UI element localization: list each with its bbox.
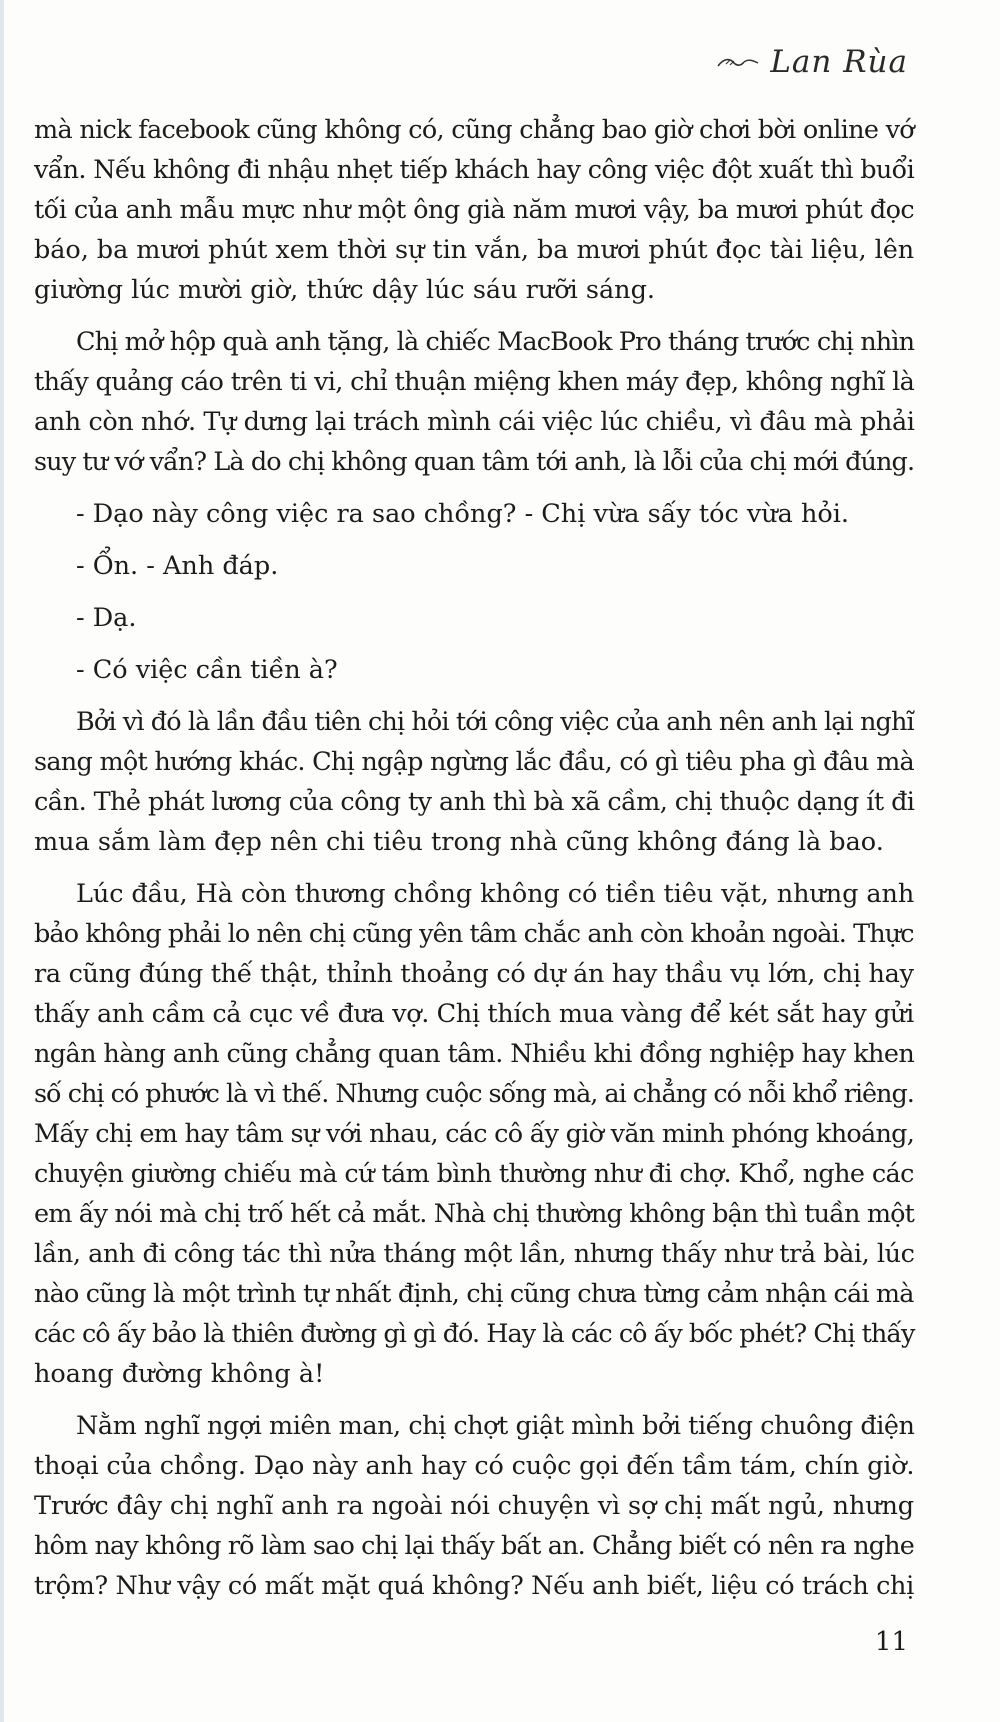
text-line: Chị mở hộp quà anh tặng, là chiếc MacBook Pro tháng trước chị nhìn: [76, 327, 915, 357]
text-line: Lúc đầu, Hà còn thương chồng không có tiền tiêu vặt, nhưng anh: [76, 879, 915, 909]
text-line: anh còn nhớ. Tự dưng lại trách mình cái việc lúc chiều, vì đâu mà phải: [34, 407, 915, 437]
paragraph: [34, 110, 914, 310]
text-line: Bởi vì đó là lần đầu tiên chị hỏi tới công việc của anh nên anh lại nghĩ: [76, 707, 914, 737]
text-line: ra cũng đúng thế thật, thỉnh thoảng có dự án hay thầu vụ lớn, chị hay: [34, 959, 914, 989]
text-line: - Dạo này công việc ra sao chồng? - Chị vừa sấy tóc vừa hỏi.: [76, 499, 850, 529]
paragraph: [34, 650, 914, 690]
text-line: mà nick facebook cũng không có, cũng chẳng bao giờ chơi bời online vớ: [34, 115, 914, 145]
text-line: nào cũng là một trình tự nhất định, chị cũng chưa từng cảm nhận cái mà: [34, 1279, 914, 1309]
text-line: trộm? Như vậy có mất mặt quá không? Nếu anh biết, liệu có trách chị: [34, 1571, 914, 1601]
text-line: - Dạ.: [76, 603, 137, 633]
paragraph: [34, 1406, 914, 1606]
text-line: Trước đây chị nghĩ anh ra ngoài nói chuyện vì sợ chị mất ngủ, nhưng: [34, 1491, 914, 1521]
text-line: em ấy nói mà chị trố hết cả mắt. Nhà chị thường không bận thì tuần một: [34, 1199, 915, 1229]
text-line: ngân hàng anh cũng chẳng quan tâm. Nhiều khi đồng nghiệp hay khen: [34, 1039, 915, 1069]
text-line: vẩn. Nếu không đi nhậu nhẹt tiếp khách hay công việc đột xuất thì buổi: [34, 155, 915, 185]
paragraph: [34, 322, 914, 482]
text-line: thấy anh cầm cả cục về đưa vợ. Chị thích mua vàng để két sắt hay gửi: [34, 999, 914, 1029]
text-line: thấy quảng cáo trên ti vi, chỉ thuận miệng khen máy đẹp, không nghĩ là: [34, 367, 915, 397]
flourish-ornament-icon: [716, 54, 760, 70]
text-line: số chị có phước là vì thế. Nhưng cuộc sống mà, ai chẳng có nỗi khổ riêng.: [34, 1079, 914, 1109]
text-line: Nằm nghĩ ngợi miên man, chị chợt giật mình bởi tiếng chuông điện: [76, 1411, 915, 1441]
text-line: cần. Thẻ phát lương của công ty anh thì bà xã cầm, chị thuộc dạng ít đi: [34, 787, 915, 817]
paragraph: [34, 546, 914, 586]
text-line: mua sắm làm đẹp nên chi tiêu trong nhà cũng không đáng là bao.: [34, 827, 884, 857]
text-line: hôm nay không rõ làm sao chị lại thấy bất an. Chẳng biết có nên ra nghe: [34, 1531, 914, 1561]
text-line: thoại của chồng. Dạo này anh hay có cuộc gọi đến tầm tám, chín giờ.: [34, 1451, 915, 1481]
paragraph: [34, 494, 914, 534]
running-head: [716, 44, 908, 80]
author-name: Lan Rùa: [770, 44, 908, 80]
text-line: sang một hướng khác. Chị ngập ngừng lắc đầu, có gì tiêu pha gì đâu mà: [34, 747, 914, 777]
text-line: báo, ba mươi phút xem thời sự tin vắn, ba mươi phút đọc tài liệu, lên: [34, 235, 915, 265]
text-line: lần, anh đi công tác thì nửa tháng một lần, nhưng thấy như trả bài, lúc: [34, 1239, 915, 1269]
text-line: chuyện giường chiếu mà cứ tám bình thường như đi chợ. Khổ, nghe các: [34, 1159, 914, 1189]
body-text: [34, 110, 914, 1606]
text-line: các cô ấy bảo là thiên đường gì gì đó. Hay là các cô ấy bốc phét? Chị thấy: [34, 1319, 915, 1349]
text-line: - Có việc cần tiền à?: [76, 655, 338, 685]
text-line: hoang đường không à!: [34, 1359, 325, 1389]
paragraph: [34, 598, 914, 638]
text-line: tối của anh mẫu mực như một ông già năm mươi vậy, ba mươi phút đọc: [34, 195, 915, 225]
page-number: 11: [874, 1627, 908, 1657]
text-line: giường lúc mười giờ, thức dậy lúc sáu rưỡi sáng.: [34, 275, 656, 305]
paragraph: [34, 702, 914, 862]
text-line: suy tư vớ vẩn? Là do chị không quan tâm tới anh, là lỗi của chị mới đúng.: [34, 447, 915, 477]
text-line: bảo không phải lo nên chị cũng yên tâm chắc anh còn khoản ngoài. Thực: [34, 919, 914, 949]
paragraph: [34, 874, 914, 1394]
text-line: - Ổn. - Anh đáp.: [76, 551, 279, 581]
text-line: Mấy chị em hay tâm sự với nhau, các cô ấy giờ văn minh phóng khoáng,: [34, 1119, 915, 1149]
page-edge-shadow: [0, 0, 4, 1722]
